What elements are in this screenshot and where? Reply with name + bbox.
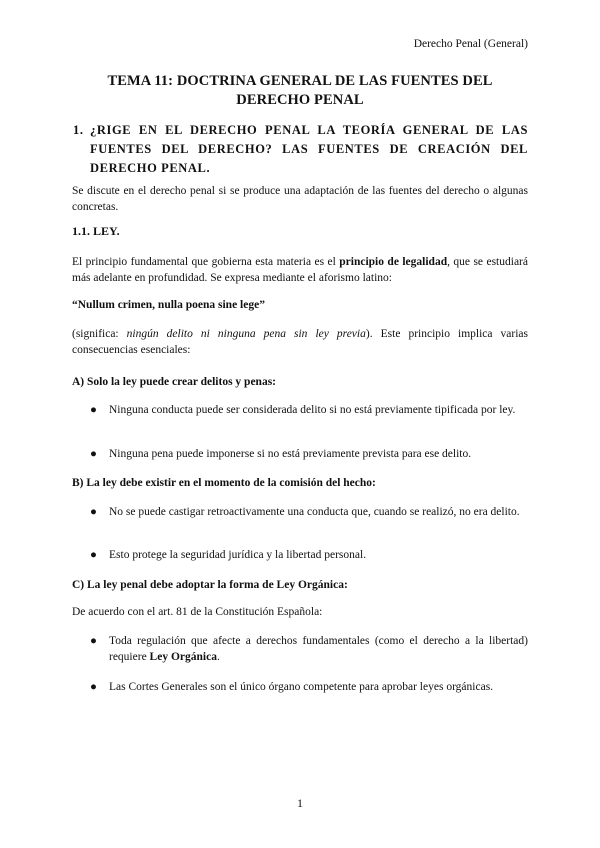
- c-intro-paragraph: De acuerdo con el art. 81 de la Constitución Española:: [72, 606, 323, 618]
- latin-aphorism: “Nullum crimen, nulla poena sine lege”: [72, 299, 265, 311]
- ley-paragraph: [72, 254, 528, 286]
- bullet-icon: ●: [90, 404, 97, 416]
- page-number: 1: [297, 796, 303, 810]
- meaning-after: ). Este principio implica varias consecuencias esenciales:: [72, 328, 529, 356]
- c-bullet1-before: Toda regulación que afecte a derechos fundamentales (como el derecho a la libertad) requiere: [109, 635, 528, 663]
- ley-text-bold: principio de legalidad: [339, 256, 448, 268]
- section-1-text: ¿RIGE EN EL DERECHO PENAL LA TEORÍA GENERAL DE LAS FUENTES DEL DERECHO? LAS FUENTES DE CREACIÓN DEL DERECHO PENAL.: [90, 123, 528, 175]
- c-bullet1-bold: Ley Orgánica: [149, 651, 217, 663]
- meaning-paragraph: [72, 326, 528, 358]
- meaning-italic: ningún delito ni ninguna pena sin ley previa: [126, 328, 366, 340]
- ley-text-after: , que se estudiará más adelante en profundidad. Se expresa mediante el aforismo latino:: [72, 256, 528, 284]
- heading-b: B) La ley debe existir en el momento de la comisión del hecho:: [72, 477, 376, 489]
- list-item: [90, 633, 528, 665]
- bullet-icon: ●: [90, 448, 97, 460]
- list-item-text: Ninguna conducta puede ser considerada delito si no está previamente tipificada por ley.: [109, 404, 516, 416]
- c-bullet1-after: .: [216, 651, 220, 663]
- running-header: Derecho Penal (General): [413, 38, 528, 50]
- bullet-icon: ●: [90, 635, 97, 647]
- subsection-heading: 1.1. LEY.: [72, 224, 120, 238]
- list-item: [90, 402, 528, 418]
- list-item-text: Esto protege la seguridad jurídica y la libertad personal.: [109, 549, 367, 561]
- list-item-text: Ninguna pena puede imponerse si no está previamente prevista para ese delito.: [109, 448, 472, 460]
- list-item-text: [109, 633, 528, 665]
- list-item-text: Las Cortes Generales son el único órgano competente para aprobar leyes orgánicas.: [109, 681, 494, 693]
- section-1-heading: [73, 121, 528, 178]
- intro-paragraph: Se discute en el derecho penal si se produce una adaptación de las fuentes del derecho o algunas concretas.: [72, 185, 528, 213]
- bullet-icon: ●: [90, 681, 97, 693]
- meaning-before: (significa:: [72, 328, 127, 340]
- heading-c: C) La ley penal debe adoptar la forma de Ley Orgánica:: [72, 579, 348, 591]
- list-item: [90, 504, 528, 520]
- chapter-title: TEMA 11: DOCTRINA GENERAL DE LAS FUENTES DEL DERECHO PENAL: [107, 73, 493, 108]
- list-item: [90, 679, 528, 695]
- section-1-number: 1.: [73, 123, 84, 137]
- list-item: [90, 547, 528, 563]
- bullet-icon: ●: [90, 506, 97, 518]
- list-item-text: No se puede castigar retroactivamente una conducta que, cuando se realizó, no era delito.: [109, 506, 520, 518]
- list-item: [90, 446, 528, 462]
- heading-a: A) Solo la ley puede crear delitos y penas:: [72, 376, 277, 388]
- bullet-icon: ●: [90, 549, 97, 561]
- ley-text-before: El principio fundamental que gobierna esta materia es el: [72, 256, 340, 268]
